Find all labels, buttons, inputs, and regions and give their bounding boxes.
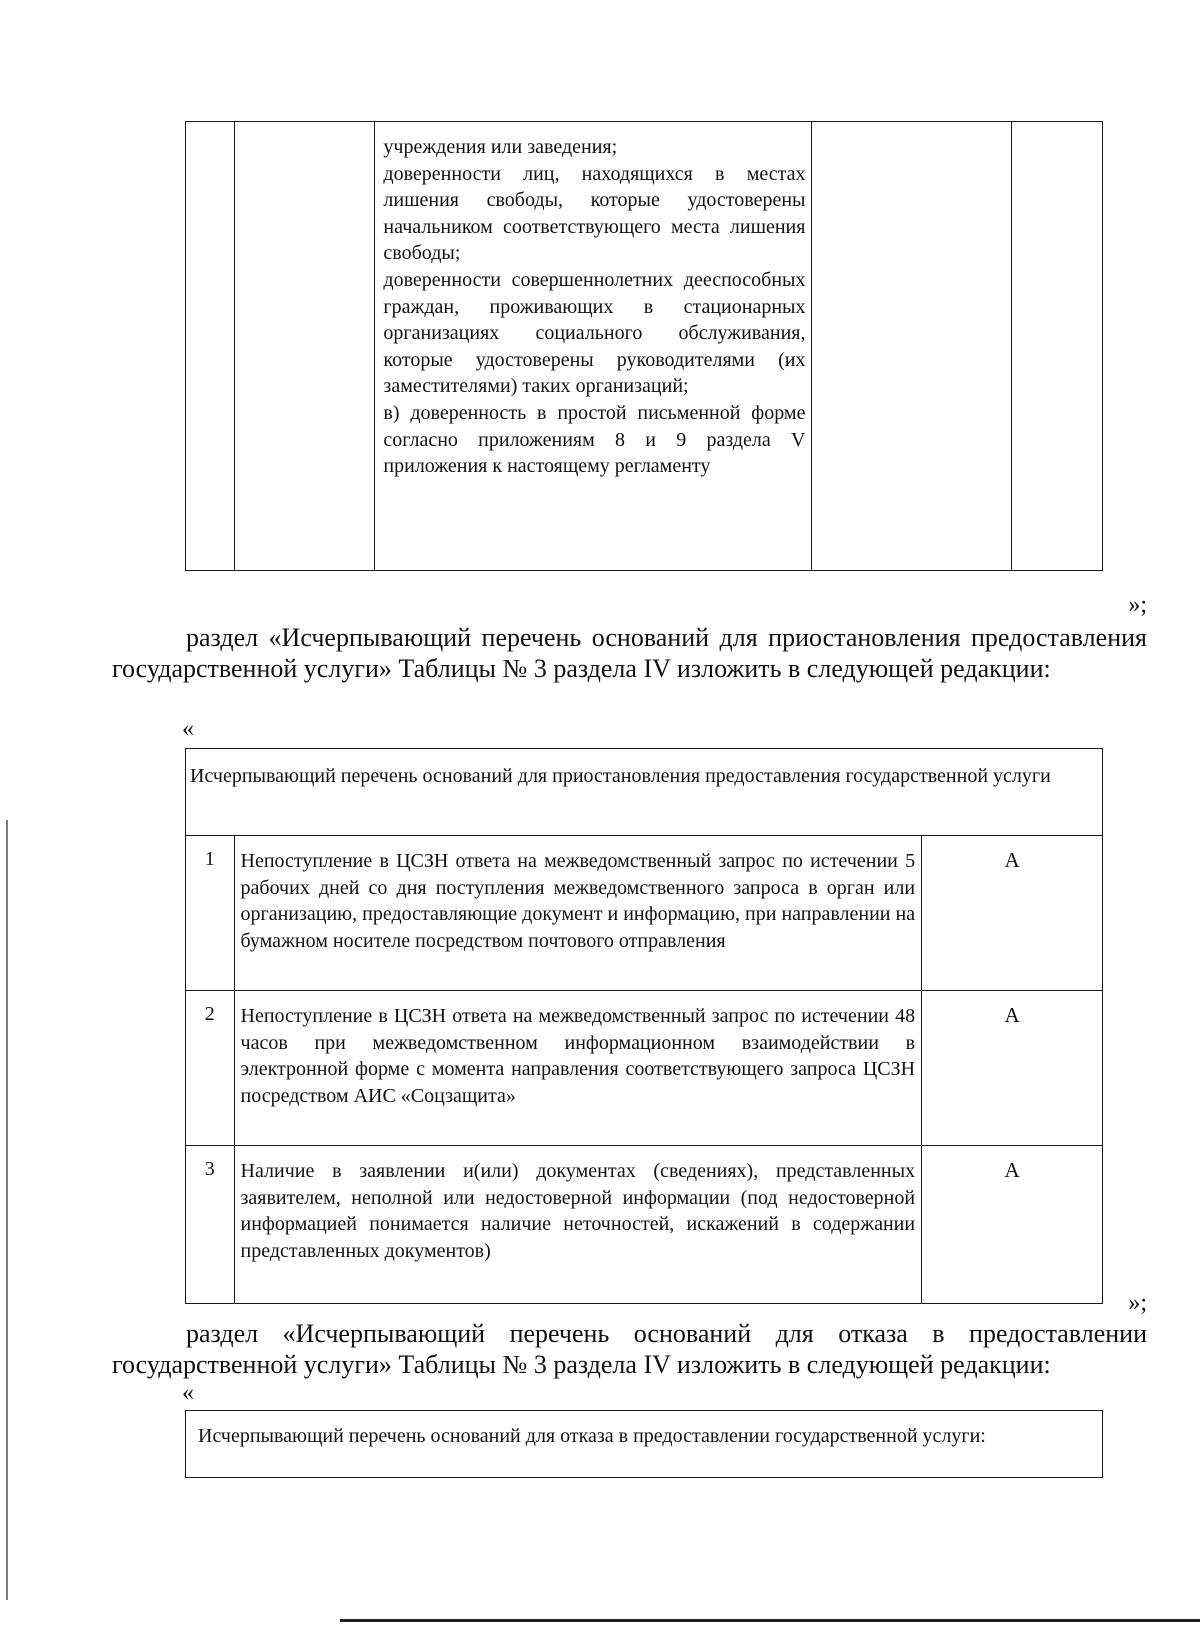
scan-edge-left [6,820,8,1600]
row-number: 1 [186,836,235,991]
scan-edge-bottom [340,1619,1200,1622]
cell-line: в) доверенность в простой письменной форме согласно приложениям 8 и 9 раздела V приложения к настоящему регламенту [383,401,806,478]
opening-quote: « [182,716,194,742]
table-cell-empty [186,122,235,571]
table-row [186,991,1103,1146]
table-cell-documents [375,122,812,571]
row-text: Наличие в заявлении и(или) документах (сведениях), представленных заявителем, неполной или недостоверной информации (под недостоверной информацией понимается наличие неточностей, искажений в содержании представленных документов) [240,1160,916,1262]
closing-quote: »; [1128,1290,1147,1316]
row-text-cell [234,991,922,1146]
closing-quote: »; [1128,592,1147,618]
refusal-grounds-table [185,1410,1103,1478]
table-row [186,122,1103,571]
row-code: А [922,991,1103,1146]
row-code: А [922,1146,1103,1304]
row-text-cell [234,1146,922,1304]
suspension-grounds-table [185,748,1103,1304]
opening-quote: « [182,1380,194,1406]
table-cell-empty [235,122,375,571]
cell-line: учреждения или заведения; [383,136,618,158]
table-row [186,836,1103,991]
table-header-row [186,1411,1103,1478]
cell-line: доверенности лиц, находящихся в местах лишения свободы, которые удостоверены начальником соответствующего места лишения свободы; [383,162,806,265]
table-header: Исчерпывающий перечень оснований для приостановления предоставления государственной услуги [186,749,1103,836]
row-code: А [922,836,1103,991]
row-number: 3 [186,1146,235,1304]
row-text: Непоступление в ЦСЗН ответа на межведомственный запрос по истечении 48 часов при межведомственном информационном взаимодействии в электронной форме с момента направления соответствующего запроса ЦСЗН посредством АИС «Соцзащита» [240,1005,916,1107]
table-cell-empty [1011,122,1102,571]
amendment-paragraph: раздел «Исчерпывающий перечень оснований для приостановления предоставления государственной услуги» Таблицы № 3 раздела IV изложить в следующей редакции: [112,623,1147,683]
amendment-paragraph: раздел «Исчерпывающий перечень оснований для отказа в предоставлении государственной услуги» Таблицы № 3 раздела IV изложить в следующей редакции: [112,1319,1147,1379]
table-header: Исчерпывающий перечень оснований для отказа в предоставлении государственной услуги: [186,1411,1103,1478]
table-row [186,1146,1103,1304]
row-number: 2 [186,991,235,1146]
row-text: Непоступление в ЦСЗН ответа на межведомственный запрос по истечении 5 рабочих дней со дня поступления межведомственного запроса в орган или организацию, предоставляющие документ и информацию, при направлении на бумажном носителе посредством почтового отправления [240,850,916,952]
row-text-cell [234,836,922,991]
table-header-row [186,749,1103,836]
table-cell-empty [812,122,1011,571]
cell-line: доверенности совершеннолетних дееспособных граждан, проживающих в стационарных организациях социального обслуживания, которые удостоверены руководителями (их заместителями) таких организаций; [383,268,806,398]
continuation-table [185,121,1103,571]
